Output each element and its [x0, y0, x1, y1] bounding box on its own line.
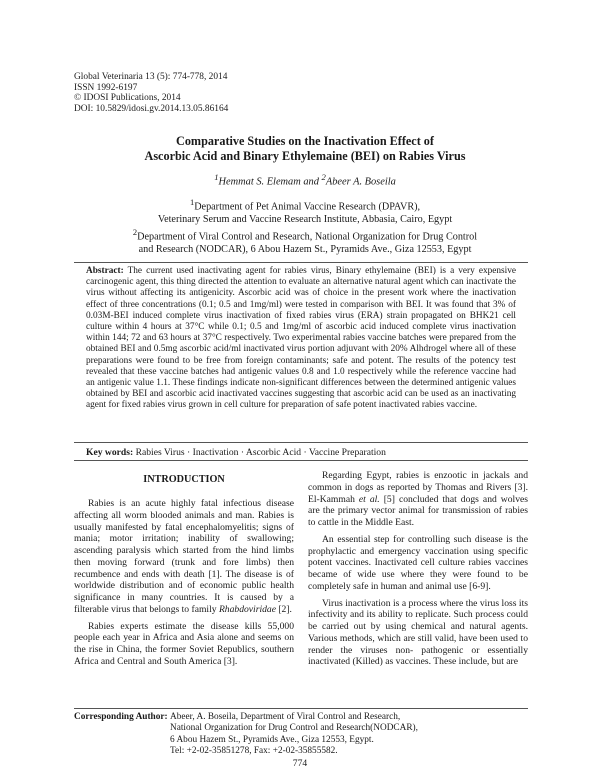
paper-title [80, 134, 530, 164]
affil1-sup: 1 [189, 197, 195, 207]
corresponding-label: Corresponding Author: [74, 712, 168, 722]
author-and: and [300, 176, 322, 188]
abstract [86, 266, 516, 412]
corresponding-line-4: Tel: +2-02-35851278, Fax: +2-02-35855582. [170, 746, 338, 757]
affiliation-line-4: and Research (NODCAR), 6 Abou Hazem St., Pyramids Ave., Giza 12553, Egypt [138, 244, 472, 255]
author1-sup: 1 [214, 172, 219, 182]
intro-paragraph-2: Rabies experts estimate the disease kills 55,000 people each year in Africa and Asia alone and seems on the rise in China, the former Soviet Republics, southern Africa and Central and South America [3]. [74, 620, 294, 667]
corresponding-line-1: Abeer, A. Boseila, Department of Viral Control and Research, [170, 712, 401, 722]
corresponding-line-3: 6 Abou Hazem St., Pyramids Ave., Giza 12553, Egypt. [170, 734, 374, 745]
footer-rule [74, 708, 528, 709]
abstract-top-rule [74, 262, 528, 263]
authors [80, 172, 530, 187]
keywords-text: Rabies Virus · Inactivation · Ascorbic Acid · Vaccine Preparation [135, 447, 386, 458]
title-line-2: Ascorbic Acid and Binary Ethylemaine (BEI) on Rabies Virus [144, 149, 466, 163]
affil2-sup: 2 [132, 227, 138, 238]
page-number: 774 [292, 758, 308, 769]
keywords-bottom-rule [74, 460, 528, 461]
keywords [86, 447, 516, 458]
left-column [74, 498, 294, 668]
author2-sup: 2 [321, 172, 326, 182]
title-line-1: Comparative Studies on the Inactivation Effect of [176, 134, 434, 148]
introduction-heading: INTRODUCTION [143, 474, 225, 485]
corresponding-line-2: National Organization for Drug Control and Research(NODCAR), [170, 723, 418, 734]
keywords-label: Key words: [86, 447, 134, 458]
copyright: © IDOSI Publications, 2014 [74, 93, 181, 104]
affiliation-line-1: Department of Pet Animal Vaccine Research (DPAVR), [194, 201, 421, 213]
abstract-text: The current used inactivating agent for rabies virus, Binary ethylemaine (BEI) is a very expensive carcinogenic agent, this thing directed the attention to evaluate an alternative natural agent which can inactivate the virus without affecting its antigenicity. Ascorbic acid was of choice in the present work where the inactivation effect of three concentrations (0.1; 0.5 and 1mg/ml) were tested in comparison with BEI. It was found that 3% of 0.03M-BEI induced complete virus inactivation of fixed rabies virus (ERA) strain propagated on BHK21 cell culture within 4 hours at 37°C while 0.1; 0.5 and 1mg/ml of ascorbic acid induced complete virus inactivation within 144; 72 and 63 hours at 37°C respectively. Two experimental rabies vaccine batches were prepared from the obtained BEI and 0.5mg ascorbic acid/ml inactivated virus portion adjuvant with 20% Alhdrogel where all of these preparations were found to be free from foreign contaminants; safe and potent. The results of the potency test revealed that these vaccine batches had antigenic values 0.8 and 1.0 respectively while the reference vaccine had an antigenic value 1.1. These findings indicate non-significant differences between the determined antigenic values obtained by BEI and ascorbic acid inactivated vaccines suggesting that ascorbic acid can be used as an inactivating agent for fixed rabies virus grown in cell culture for preparation of safe potent inactivated rabies vaccine. [86, 266, 517, 411]
author-1: Hemmat S. Elemam [218, 176, 301, 188]
intro-paragraph-3: Regarding Egypt, rabies is enzootic in jackals and common in dogs as reported by Thomas and Rivers [3]. El-Kammah et al. [5] concluded that dogs and wolves are the primary vector animal for transmission of rabies to cattle in the Middle East. [308, 470, 528, 528]
issn: ISSN 1992-6197 [74, 82, 138, 93]
journal-citation: Global Veterinaria 13 (5): 774-778, 2014 [74, 72, 228, 82]
intro-paragraph-5: Virus inactivation is a process where the virus loss its infectivity and its ability to replicate. Such process could be carried out by using chemical and natural agents. Various methods, which are still valid, have been used to render the viruses non- pathogenic or essentially inactivated (Killed) as vaccines. These include, but are [308, 597, 528, 668]
right-column [308, 470, 528, 668]
doi[interactable]: DOI: 10.5829/idosi.gv.2014.13.05.86164 [74, 103, 229, 114]
intro-paragraph-1: Rabies is an acute highly fatal infectious disease affecting all worm blooded animals and man. Rabies is usually manifested by fatal encephalomyelitis; signs of mania; motor irritation; inability of swallowing; ascending paralysis which started from the hind limbs then moving forward (trunk and fore limbs) then recumbence and ends with death [1]. The disease is of worldwide distribution and of economic public health significance in many countries. It is caused by a filterable virus that belongs to family Rhabdoviridae [2]. [74, 498, 294, 615]
affiliation-line-2: Veterinary Serum and Vaccine Research Institute, Abbasia, Cairo, Egypt [157, 213, 453, 225]
author-2: Abeer A. Boseila [325, 176, 396, 188]
abstract-label: Abstract: [86, 266, 124, 276]
journal-meta [74, 72, 228, 114]
affiliations [100, 196, 510, 256]
affiliation-line-3: Department of Viral Control and Research, National Organization for Drug Control [137, 231, 478, 243]
abstract-bottom-rule [74, 442, 528, 443]
intro-paragraph-4: An essential step for controlling such disease is the prophylactic and emergency vaccination using specific potent vaccines. Inactivated cell culture rabies vaccines became of wide use where they were found to be completely safe in human and animal use [6-9]. [308, 533, 528, 592]
